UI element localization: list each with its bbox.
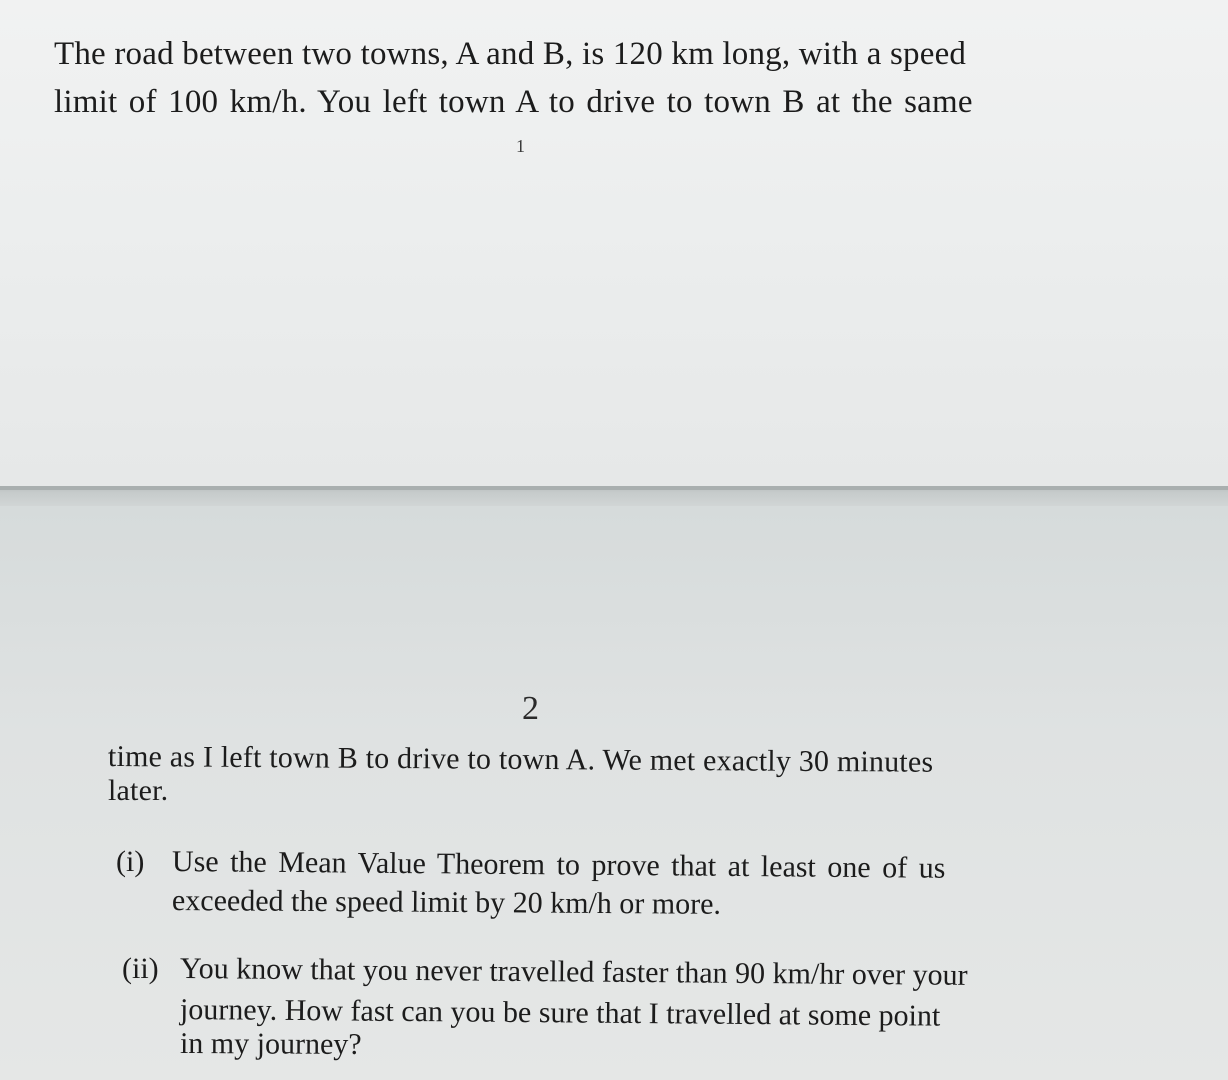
page-number: 2 — [522, 690, 539, 727]
page-edge — [0, 486, 1228, 490]
question-number: (i) — [116, 845, 145, 878]
page-number: 1 — [516, 136, 525, 156]
question-text-line: journey. How fast can you be sure that I travelled at some point — [179, 993, 941, 1033]
problem-text-line: time as I left town B to drive to town A. We met exactly 30 minutes — [107, 740, 934, 779]
question-text-line: Use the Mean Value Theorem to prove that at least one of us — [171, 845, 946, 885]
page-one — [0, 0, 1228, 488]
question-text-line: in my journey? — [179, 1027, 362, 1061]
question-number: (ii) — [122, 952, 159, 985]
question-text-line: exceeded the speed limit by 20 km/h or more. — [171, 884, 722, 921]
problem-text-line: The road between two towns, A and B, is 120 km long, with a speed — [54, 36, 967, 72]
problem-text-line: later. — [108, 774, 169, 807]
problem-text-line: limit of 100 km/h. You left town A to drive to town B at the same — [54, 84, 973, 120]
question-text-line: You know that you never travelled faster than 90 km/hr over your — [179, 952, 968, 992]
